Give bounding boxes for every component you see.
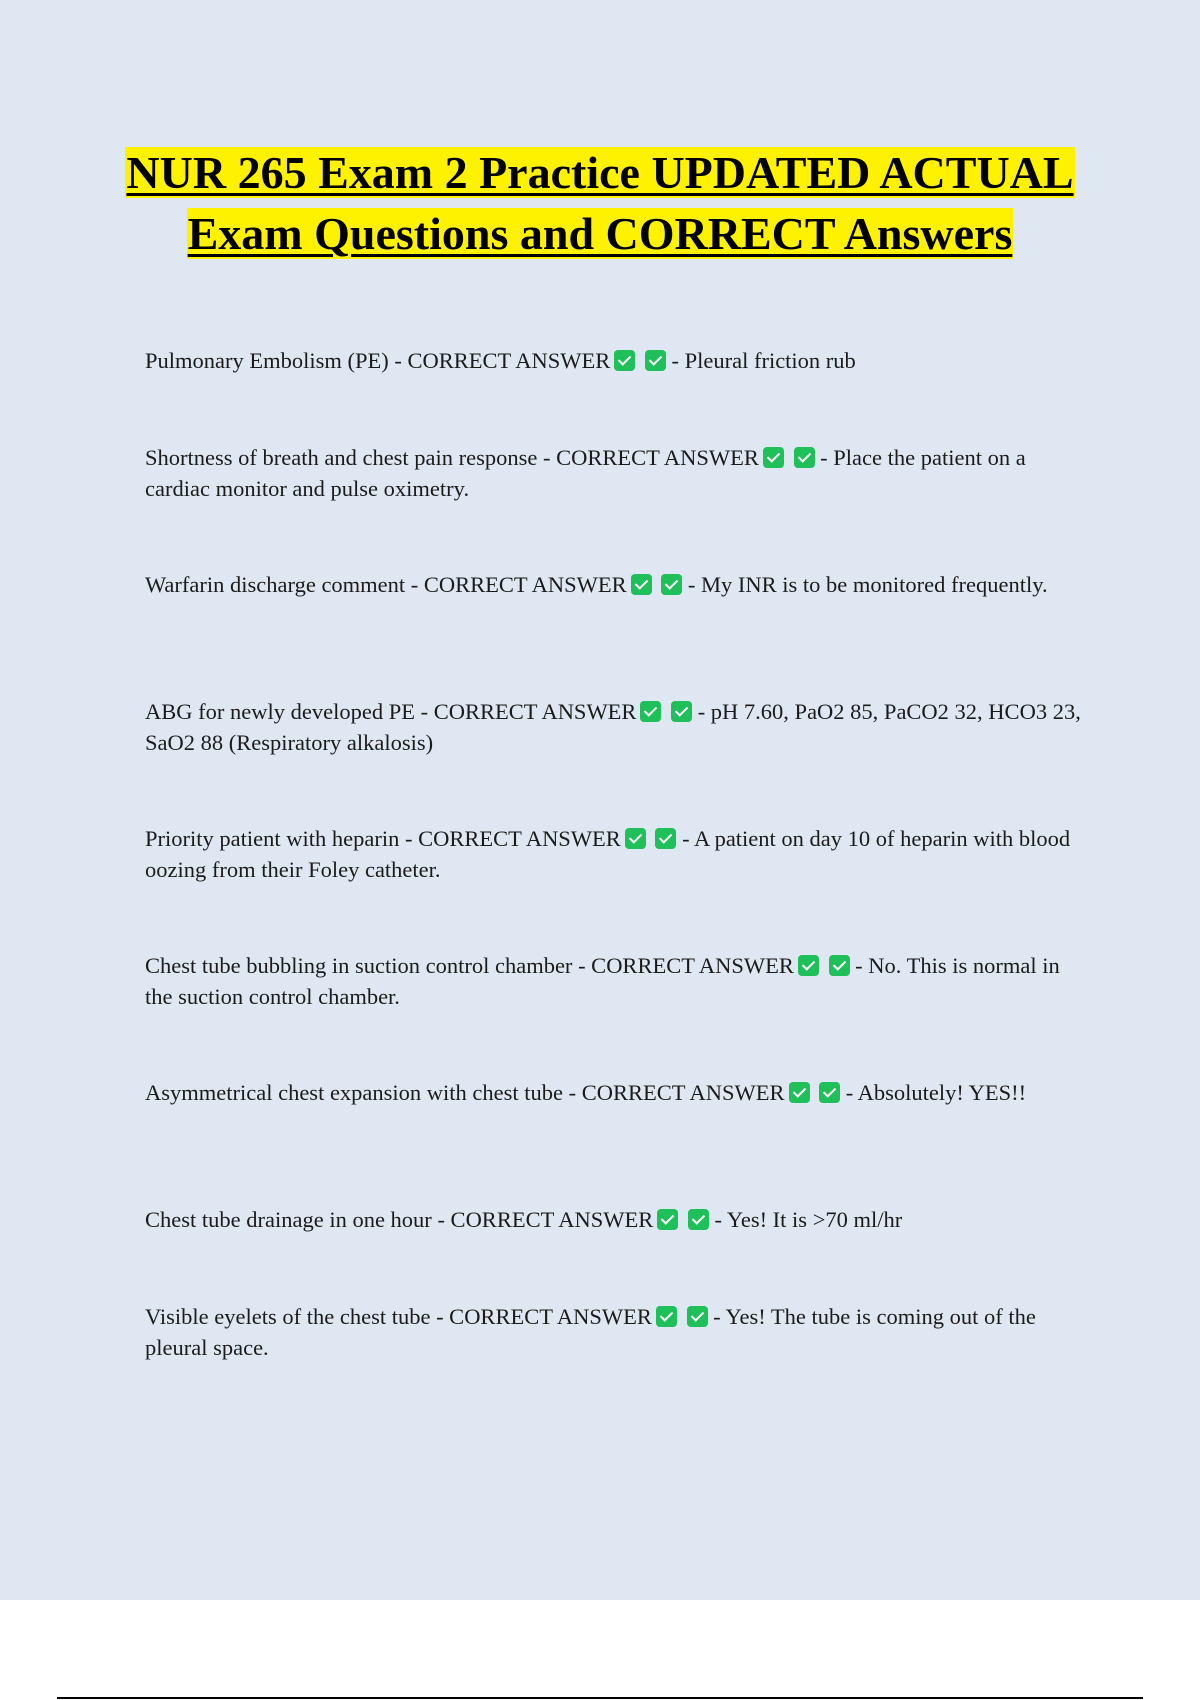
answer-text: - No. This is normal in the suction control chamber. xyxy=(145,953,1060,1009)
green-check-box-icon xyxy=(688,1209,709,1230)
answer-text: - Yes! The tube is coming out of the pleural space. xyxy=(145,1304,1036,1360)
correct-answer-label: - CORRECT ANSWER xyxy=(543,445,759,470)
answer-text: - Absolutely! YES!! xyxy=(845,1080,1027,1105)
question-text: Priority patient with heparin xyxy=(145,826,400,851)
green-check-box-icon xyxy=(661,574,682,595)
qa-item-chest-tube-bubbling xyxy=(145,950,1090,1012)
green-check-box-icon xyxy=(829,955,850,976)
green-check-box-icon xyxy=(631,574,652,595)
green-check-box-icon xyxy=(655,828,676,849)
qa-item-abg-newly-developed-pe xyxy=(145,696,1090,758)
qa-item-priority-heparin xyxy=(145,823,1090,885)
answer-text: - My INR is to be monitored frequently. xyxy=(687,572,1048,597)
qa-item-warfarin-discharge xyxy=(145,569,1090,600)
green-check-box-icon xyxy=(656,1306,677,1327)
answer-text: - Yes! It is >70 ml/hr xyxy=(714,1207,903,1232)
qa-item-visible-eyelets xyxy=(145,1301,1090,1363)
question-text: Pulmonary Embolism (PE) xyxy=(145,348,389,373)
question-text: Shortness of breath and chest pain response xyxy=(145,445,538,470)
green-check-box-icon xyxy=(763,447,784,468)
green-check-box-icon xyxy=(687,1306,708,1327)
answer-text: - Place the patient on a cardiac monitor and pulse oximetry. xyxy=(145,445,1026,501)
answer-text: - A patient on day 10 of heparin with blood oozing from their Foley catheter. xyxy=(145,826,1071,882)
green-check-box-icon xyxy=(657,1209,678,1230)
question-text: Chest tube bubbling in suction control chamber xyxy=(145,953,573,978)
question-text: Chest tube drainage in one hour xyxy=(145,1207,432,1232)
green-check-box-icon xyxy=(789,1082,810,1103)
green-check-box-icon xyxy=(794,447,815,468)
correct-answer-label: - CORRECT ANSWER xyxy=(394,348,611,373)
correct-answer-label: - CORRECT ANSWER xyxy=(410,572,627,597)
correct-answer-label: - CORRECT ANSWER xyxy=(568,1080,785,1105)
green-check-box-icon xyxy=(819,1082,840,1103)
green-check-box-icon xyxy=(798,955,819,976)
correct-answer-label: - CORRECT ANSWER xyxy=(437,1207,654,1232)
correct-answer-label: - CORRECT ANSWER xyxy=(578,953,794,978)
footer-divider xyxy=(57,1697,1143,1699)
green-check-box-icon xyxy=(640,701,661,722)
qa-item-chest-tube-drainage xyxy=(145,1204,1090,1235)
qa-item-asymmetrical-chest-expansion xyxy=(145,1077,1090,1108)
document-title xyxy=(100,142,1100,264)
correct-answer-label: - CORRECT ANSWER xyxy=(420,699,637,724)
qa-item-shortness-of-breath xyxy=(145,442,1090,504)
question-text: ABG for newly developed PE xyxy=(145,699,415,724)
question-text: Visible eyelets of the chest tube xyxy=(145,1304,431,1329)
document-title-text: NUR 265 Exam 2 Practice UPDATED ACTUAL Exam Questions and CORRECT Answers xyxy=(126,147,1074,259)
green-check-box-icon xyxy=(614,350,635,371)
question-text: Warfarin discharge comment xyxy=(145,572,406,597)
answer-text: - pH 7.60, PaO2 85, PaCO2 32, HCO3 23, SaO2 88 (Respiratory alkalosis) xyxy=(145,699,1081,755)
qa-item-pulmonary-embolism xyxy=(145,345,1090,376)
correct-answer-label: - CORRECT ANSWER xyxy=(436,1304,652,1329)
green-check-box-icon xyxy=(625,828,646,849)
correct-answer-label: - CORRECT ANSWER xyxy=(404,826,621,851)
green-check-box-icon xyxy=(645,350,666,371)
question-text: Asymmetrical chest expansion with chest tube xyxy=(145,1080,564,1105)
answer-text: - Pleural friction rub xyxy=(671,348,856,373)
green-check-box-icon xyxy=(671,701,692,722)
